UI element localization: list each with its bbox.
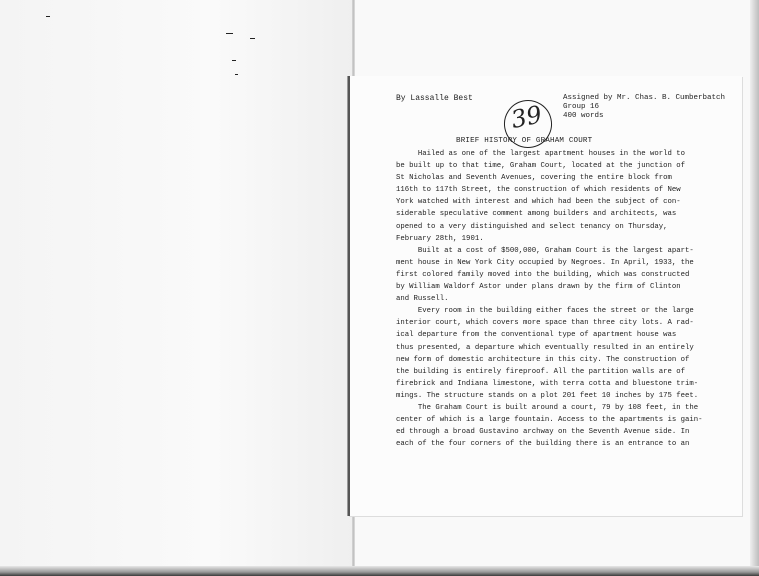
scan-edge-bottom bbox=[0, 566, 759, 576]
body-line: firebrick and Indiana limestone, with terra cotta and bluestone trim- bbox=[396, 379, 699, 388]
body-line: by William Waldorf Astor under plans drawn by the firm of Clinton bbox=[396, 283, 681, 292]
body-line: interior court, which covers more space than three city lots. A rad- bbox=[396, 319, 694, 328]
scan-edge-right bbox=[750, 0, 759, 576]
body-line: and Russell. bbox=[396, 295, 449, 304]
body-line: Hailed as one of the largest apartment houses in the world to bbox=[396, 150, 686, 158]
body-line: siderable speculative comment among builders and architects, was bbox=[396, 210, 677, 219]
body-line: ical departure from the conventional type of apartment house was bbox=[396, 331, 677, 340]
body-line: Every room in the building either faces the street or the large bbox=[396, 307, 694, 316]
page-number: 39 bbox=[508, 100, 545, 135]
body-line: center of which is a large fountain. Access to the apartments is gain- bbox=[396, 416, 703, 425]
assignment-line-3: 400 words bbox=[563, 111, 604, 120]
typed-document bbox=[348, 76, 742, 516]
body-line: ment house in New York City occupied by Negroes. In April, 1933, the bbox=[396, 258, 694, 267]
body-line: the building is entirely fireproof. All the partition walls are of bbox=[396, 367, 686, 376]
byline: By Lassalle Best bbox=[396, 94, 473, 103]
assignment-block bbox=[563, 94, 725, 120]
body-line: first colored family moved into the building, which was constructed bbox=[396, 270, 690, 279]
body-line: mings. The structure stands on a plot 201 feet 10 inches by 175 feet. bbox=[396, 391, 699, 400]
assignment-line-2: Group 16 bbox=[563, 102, 600, 111]
body-line: 116th to 117th Street, the construction of which residents of New bbox=[396, 186, 681, 195]
body-line: ed through a broad Gustavino archway on the Seventh Avenue side. In bbox=[396, 428, 690, 437]
body-line: opened to a very distinguished and select tenancy on Thursday, bbox=[396, 222, 668, 231]
assignment-line-1: Assigned by Mr. Chas. B. Cumberbatch bbox=[563, 94, 726, 102]
body-line: be built up to that time, Graham Court, located at the junction of bbox=[396, 162, 686, 171]
body-line: York watched with interest and which had been the subject of con- bbox=[396, 198, 681, 207]
body-line: thus presented, a departure which eventually resulted in an entirely bbox=[396, 343, 694, 352]
document-body bbox=[396, 148, 736, 450]
body-line: February 28th, 1901. bbox=[396, 234, 484, 243]
body-line: each of the four corners of the building there is an entrance to an bbox=[396, 440, 690, 449]
left-blank-page bbox=[0, 0, 354, 576]
body-line: new form of domestic architecture in this city. The construction of bbox=[396, 355, 690, 364]
document-title: BRIEF HISTORY OF GRAHAM COURT bbox=[456, 137, 593, 145]
body-line: St Nicholas and Seventh Avenues, covering the entire block from bbox=[396, 174, 672, 183]
body-line: Built at a cost of $500,000, Graham Court is the largest apart- bbox=[396, 246, 694, 255]
body-line: The Graham Court is built around a court, 79 by 108 feet, in the bbox=[396, 403, 699, 412]
